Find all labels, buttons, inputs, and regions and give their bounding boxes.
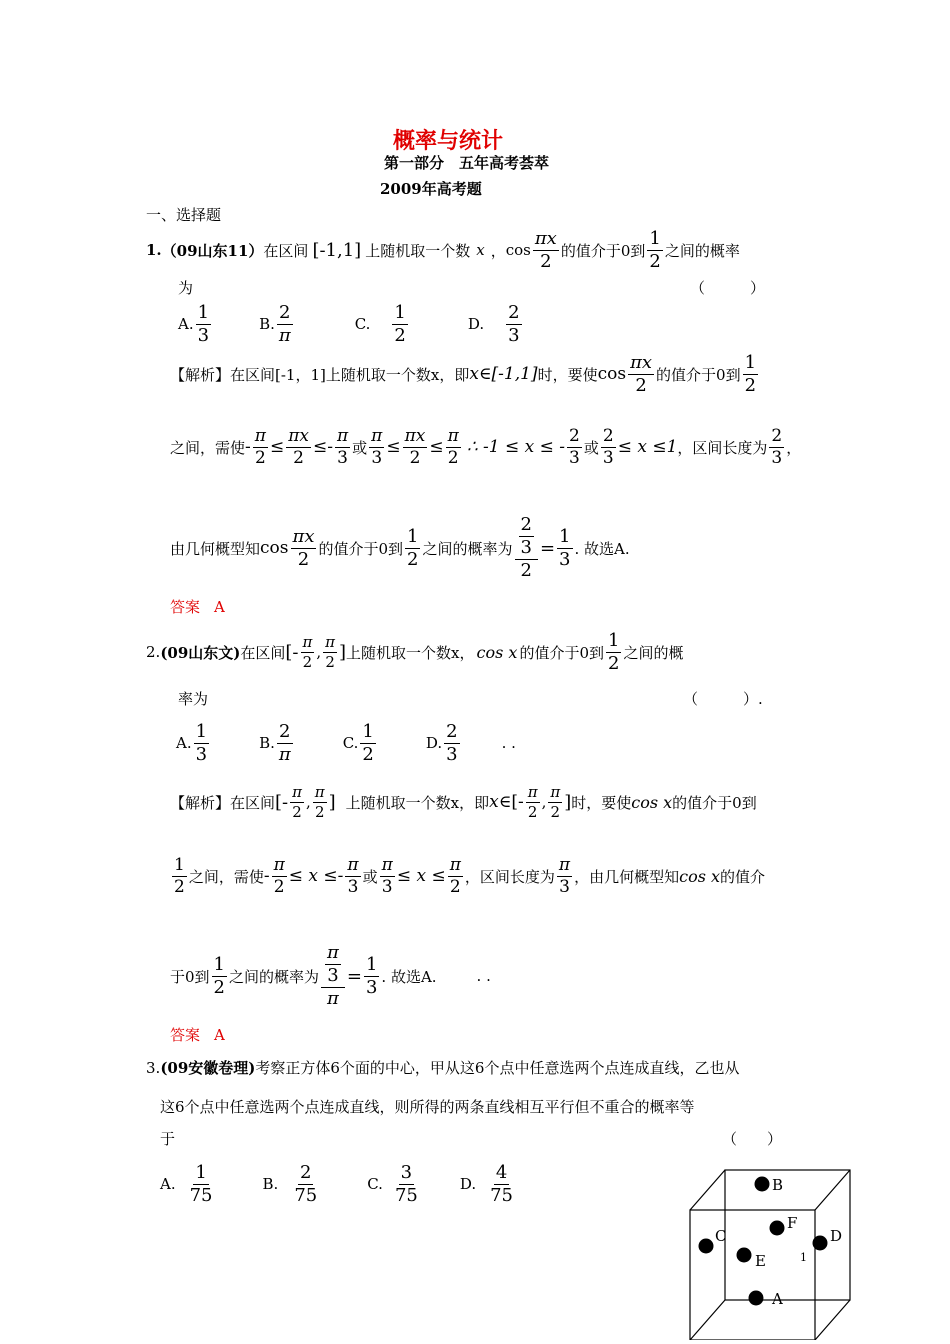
q3-number: 3. [146, 1059, 161, 1077]
q1-stem-line1: 1. （09山东11） 在区间 [-1,1] 上随机取一个数 x ， cos $\frac{\pi x}{2}$ 的值介于0到 $\frac{1}{2}$ 之间的概率 [146, 227, 740, 272]
point-d [813, 1236, 828, 1251]
q1-analysis-text: 之间，需使 [170, 438, 246, 457]
q2-frac: $\frac{\pi}{2}$ [550, 783, 561, 821]
q1-frac: $\frac{\pi}{2}$ [447, 425, 459, 468]
label-a: A [772, 1290, 783, 1308]
q1-analysis-text: 由几何概型知 [170, 539, 261, 558]
q2-analysis-text: . 故选A. [381, 967, 437, 986]
q2-frac-half: $\frac{1}{2}$ [607, 629, 620, 674]
q1-frac: $\frac{\pi}{2}$ [254, 425, 266, 468]
q2-analysis-text: 之间，需使 [188, 867, 264, 886]
q2-options [176, 720, 516, 766]
q1-result-frac: $\frac{1}{3}$ [559, 525, 571, 570]
q2-frac: $\frac{\pi}{3}$ [558, 854, 571, 897]
q1-frac: $\frac{\pi}{3}$ [371, 425, 383, 468]
q1-analysis-math: ∴ -1 ≤ x ≤ - [466, 437, 566, 457]
cube-edge [815, 1300, 850, 1340]
q1-analysis-or: 或 [583, 438, 599, 457]
q2-analysis-line3: 于0到 $\frac{1}{2}$ 之间的概率为 $\frac{\frac{\pi}{3}}{\pi}$ = $\frac{1}{3}$ . 故选A. . . [170, 942, 491, 1009]
q1-analysis-text: ，区间长度为 [677, 438, 768, 457]
q1-analysis-text: . 故选A. [574, 539, 630, 558]
q2-stem-line1: 2. (09山东文) 在区间 [- $\frac{\pi}{2}$ , $\frac{\pi}{2}$ ] 上随机取一个数x， cos x 的值介于0到 $\frac{1}{2}$ 之间的概 [146, 629, 684, 674]
q2-answer-blank: （ ）. [683, 690, 763, 708]
q2-option-a[interactable]: A. $\frac{1}{3}$ [176, 720, 208, 765]
q2-analysis-text: 的值介于0到 [672, 793, 757, 812]
q1-text: 的值介于0到 [560, 241, 646, 260]
q2-analysis-text: ，区间长度为 [464, 867, 555, 886]
q2-analysis-text: 的值介 [720, 867, 766, 886]
q1-analysis-or: 或 [352, 438, 368, 457]
q1-complex-frac: $\frac{\frac{2}{3}}{2}$ [515, 515, 538, 580]
q1-frac: $\frac{\pi x}{2}$ [404, 425, 426, 468]
q2-cosx: cos x [631, 792, 673, 812]
q2-number: 2. [146, 643, 161, 661]
label-f: F [787, 1214, 798, 1232]
q1-wei: 为 [178, 279, 194, 297]
part-heading: 第一部分 五年高考荟萃 [384, 154, 550, 172]
q2-dots: . . [501, 734, 516, 752]
q3-stem-line3: 于 [160, 1130, 176, 1148]
label-d: D [830, 1227, 843, 1245]
q2-frac: $\frac{\pi}{3}$ [347, 854, 359, 897]
q1-text: 上随机取一个数 [365, 241, 471, 260]
q1-interval: [-1,1] [312, 239, 362, 261]
q1-frac: $\frac{2}{3}$ [569, 425, 580, 468]
q1-cos: cos [505, 241, 531, 259]
label-e: E [755, 1252, 766, 1270]
q3-option-d[interactable]: D. $\frac{4}{75}$ [459, 1161, 514, 1206]
q2-analysis-text: ，由几何概型知 [574, 867, 680, 886]
q1-frac: $\frac{\pi}{3}$ [336, 425, 349, 468]
q1-analysis-math: ≤ x ≤1 [617, 437, 678, 457]
q3-stem-line1 [146, 1057, 739, 1078]
q2-analysis-text: 在区间 [230, 793, 276, 812]
label-one: 1 [800, 1251, 807, 1264]
q2-wei: 率为 [178, 690, 209, 708]
q1-option-b[interactable]: B. $\frac{2}{\pi}$ [259, 301, 291, 346]
q2-option-c[interactable]: C. $\frac{1}{2}$ [342, 720, 374, 765]
q2-dots: . . [476, 967, 491, 985]
q2-analysis-text: 之间的概率为 [229, 967, 320, 986]
point-c [699, 1239, 714, 1254]
q1-option-c[interactable]: C. $\frac{1}{2}$ [354, 301, 406, 346]
label-c: C [715, 1227, 727, 1245]
q2-complex-frac: $\frac{\frac{\pi}{3}}{\pi}$ [321, 943, 345, 1008]
q2-analysis-line2: $\frac{1}{2}$ 之间，需使 - $\frac{\pi}{2}$ ≤ x ≤- $\frac{\pi}{3}$ 或 $\frac{\pi}{3}$ ≤ x ≤ $\frac{\pi}{2}$ ，区间长度为 $\frac{\pi}{3}$ ，由几何概型知 cos x 的值介 [174, 854, 766, 897]
q1-frac: $\frac{\pi x}{2}$ [288, 425, 309, 468]
q2-frac: $\frac{\pi}{2}$ [273, 854, 285, 897]
q1-source: （09山东11） [161, 241, 264, 260]
q1-frac: $\frac{2}{3}$ [771, 425, 783, 468]
q1-analysis-text: 的值介于0到 [318, 539, 404, 558]
q1-analysis-text: 的值介于0到 [656, 365, 741, 384]
q2-text: 的值介于0到 [519, 643, 604, 662]
cube-edge [690, 1300, 725, 1340]
q1-analysis-cos: cos [597, 364, 627, 384]
q2-answer: 答案 A [170, 1026, 225, 1044]
q1-analysis-cos: cos [260, 538, 289, 558]
q2-analysis-text: 于0到 [170, 967, 210, 986]
q1-options [178, 302, 564, 346]
q2-frac-half: $\frac{1}{2}$ [213, 953, 225, 998]
q2-frac: $\frac{\pi}{2}$ [527, 783, 538, 821]
q1-analysis-line3: 由几何概型知 cos $\frac{\pi x}{2}$ 的值介于0到 $\frac{1}{2}$ 之间的概率为 $\frac{\frac{2}{3}}{2}$ = $\frac{1}{3}$ . 故选A. [170, 514, 630, 581]
q3-option-c[interactable]: C. $\frac{3}{75}$ [367, 1161, 418, 1206]
cube-edge [690, 1170, 725, 1210]
point-a [749, 1291, 764, 1306]
q2-text: 在区间 [240, 643, 286, 662]
q2-source: (09山东文) [160, 643, 241, 662]
q3-options [160, 1160, 557, 1208]
q2-frac: $\frac{\pi}{2}$ [449, 854, 461, 897]
q2-text: 上随机取一个数x， [346, 643, 475, 662]
q1-option-a[interactable]: A. $\frac{1}{3}$ [178, 301, 210, 346]
q1-answer: 答案 A [170, 598, 225, 616]
q2-frac-half: $\frac{1}{2}$ [174, 854, 185, 897]
q1-var: x [476, 241, 485, 259]
q1-option-d[interactable]: D. $\frac{2}{3}$ [467, 301, 520, 346]
q1-answer-blank: （ ） [690, 279, 766, 297]
point-f [770, 1221, 785, 1236]
q3-answer-blank: （ ） [722, 1130, 783, 1148]
q2-frac: $\frac{\pi}{2}$ [325, 633, 336, 671]
q2-cosx: cos x [679, 866, 721, 886]
q1-analysis-frac: $\frac{\pi x}{2}$ [630, 351, 653, 396]
q1-text: 之间的概率 [664, 241, 740, 260]
q3-text: 考察正方体6个面的中心，甲从这6个点中任意选两个点连成直线，乙也从 [255, 1059, 740, 1077]
q2-frac: $\frac{\pi}{3}$ [381, 854, 393, 897]
q1-analysis-text: 时，要使 [537, 365, 598, 384]
q1-analysis-line1 [170, 350, 760, 398]
q1-number: 1. [146, 241, 162, 259]
q2-frac: $\frac{\pi}{2}$ [314, 783, 325, 821]
year-heading: 2009年高考题 [380, 180, 482, 198]
q2-analysis-line1: 【解析】 在区间 [- $\frac{\pi}{2}$ , $\frac{\pi}{2}$ ] 上随机取一个数x，即 x ∈[- $\frac{\pi}{2}$ , $\frac{\pi}{2}$ ] 时，要使 cos x 的值介于0到 [170, 783, 757, 821]
q2-option-d[interactable]: D. $\frac{2}{3}$ [425, 720, 458, 765]
q1-analysis-frac-half: $\frac{1}{2}$ [744, 351, 757, 396]
q2-result-frac: $\frac{1}{3}$ [365, 953, 378, 998]
q1-analysis-text: 在区间[-1，1]上随机取一个数x，即 [230, 365, 470, 384]
q1-analysis-tag: 【解析】 [170, 365, 231, 384]
q2-cosx: cos x [476, 642, 518, 662]
q3-option-b[interactable]: B. $\frac{2}{75}$ [262, 1161, 318, 1206]
q1-analysis-math: x∈[-1,1] [469, 364, 538, 384]
q3-option-a[interactable]: A. $\frac{1}{75}$ [160, 1161, 213, 1206]
q2-analysis-text: 时，要使 [571, 793, 632, 812]
q1-analysis-line2: 之间，需使 - $\frac{\pi}{2}$ ≤ $\frac{\pi x}{2}$ ≤- $\frac{\pi}{3}$ 或 $\frac{\pi}{3}$ ≤ $\frac{\pi x}{2}$ ≤ $\frac{\pi}{2}$ ∴ -1 ≤ x ≤ - $\frac{2}{3}$ 或 $\frac{2}{3}$ ≤ x ≤1 ，区间长度为 $\frac{2}{3}$ ， [170, 425, 802, 468]
q3-stem-line2: 这6个点中任意选两个点连成直线，则所得的两条直线相互平行但不重合的概率等 [160, 1098, 695, 1116]
section-heading: 一、选择题 [146, 206, 222, 224]
point-b [755, 1177, 770, 1192]
cube-diagram [680, 1160, 870, 1340]
q2-analysis-or: 或 [362, 867, 378, 886]
point-e [737, 1248, 752, 1263]
cube-edge [815, 1170, 850, 1210]
document-title: 概率与统计 [393, 129, 504, 154]
q1-frac: $\frac{2}{3}$ [602, 425, 614, 468]
q1-analysis-text: 之间的概率为 [422, 539, 513, 558]
q2-analysis-text: 上随机取一个数x，即 [345, 793, 490, 812]
q1-analysis-frac-half: $\frac{1}{2}$ [407, 525, 419, 570]
q1-text: 在区间 [263, 241, 309, 260]
label-b: B [772, 1176, 784, 1194]
q2-option-b[interactable]: B. $\frac{2}{\pi}$ [259, 720, 291, 765]
q1-frac-half: $\frac{1}{2}$ [649, 227, 661, 272]
q1-analysis-frac: $\frac{\pi x}{2}$ [292, 525, 315, 570]
q1-frac-pix-2: $\frac{\pi x}{2}$ [534, 227, 557, 272]
q2-text: 之间的概 [623, 643, 684, 662]
q2-analysis-tag: 【解析】 [170, 793, 231, 812]
q3-source: (09安徽卷理) [160, 1059, 256, 1077]
q2-frac: $\frac{\pi}{2}$ [302, 633, 313, 671]
q2-frac: $\frac{\pi}{2}$ [292, 783, 302, 821]
